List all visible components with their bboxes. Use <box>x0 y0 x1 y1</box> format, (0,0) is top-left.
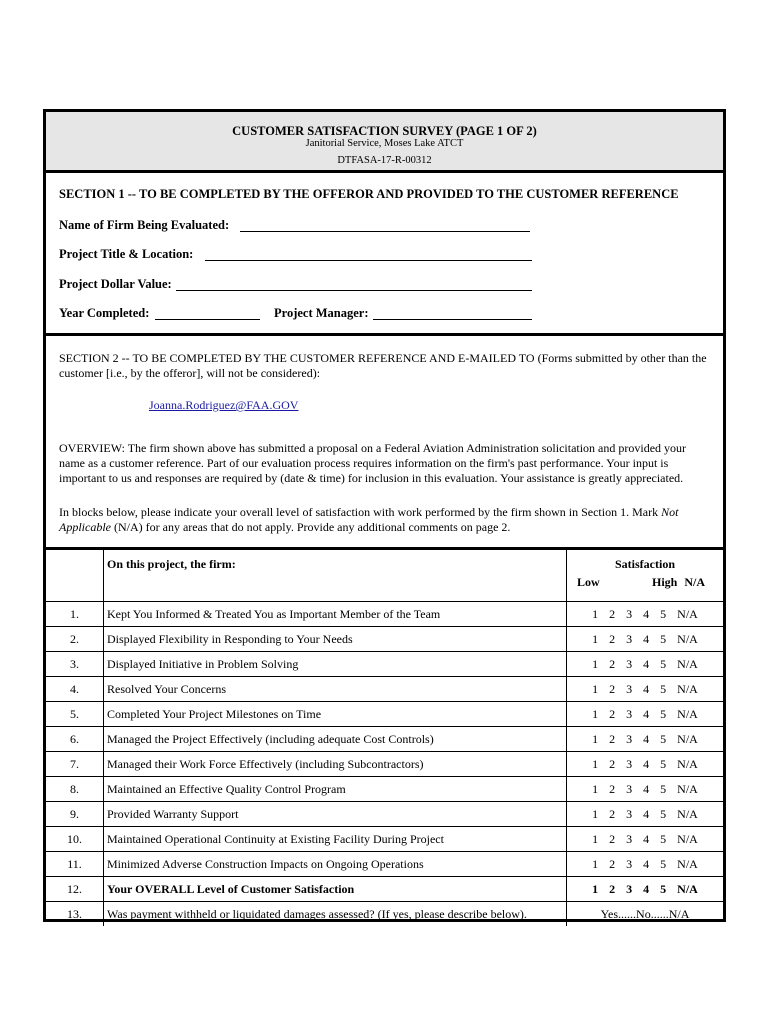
table-row <box>46 602 723 627</box>
form-title: CUSTOMER SATISFACTION SURVEY (PAGE 1 OF 2) <box>232 124 537 138</box>
row-criterion: Managed the Project Effectively (including adequate Cost Controls) <box>104 727 567 752</box>
row-rating-scale[interactable]: 1 2 3 4 5 N/A <box>567 852 724 877</box>
table-header-label: On this project, the firm: <box>104 550 567 602</box>
row-rating-scale[interactable]: 1 2 3 4 5 N/A <box>567 777 724 802</box>
instructions-text-a: In blocks below, please indicate your overall level of satisfaction with work performed by the firm shown in Section 1. Mark <box>59 505 662 519</box>
row-number: 5. <box>46 702 104 727</box>
table-row <box>46 652 723 677</box>
row-number: 9. <box>46 802 104 827</box>
contact-email-link[interactable]: Joanna.Rodriguez@FAA.GOV <box>149 398 299 412</box>
row-criterion: Displayed Flexibility in Responding to Your Needs <box>104 627 567 652</box>
firm-name-input[interactable] <box>240 231 530 232</box>
table-header-row <box>46 550 723 602</box>
row-rating-scale[interactable]: 1 2 3 4 5 N/A <box>567 602 724 627</box>
dollar-value-input[interactable] <box>176 290 532 291</box>
instructions-paragraph <box>59 505 713 535</box>
instructions-text-b: (N/A) for any areas that do not apply. Provide any additional comments on page 2. <box>110 520 511 534</box>
row-rating-scale[interactable]: 1 2 3 4 5 N/A <box>567 877 724 902</box>
section-2-intro: SECTION 2 -- TO BE COMPLETED BY THE CUSTOMER REFERENCE AND E-MAILED TO (Forms submitted by other than the customer [i.e., by the offeror], will not be considered): <box>59 351 707 380</box>
year-completed-label: Year Completed: <box>59 306 150 320</box>
table-row <box>46 727 723 752</box>
row-criterion: Maintained an Effective Quality Control Program <box>104 777 567 802</box>
section-1 <box>46 173 723 336</box>
table-row <box>46 702 723 727</box>
project-manager-input[interactable] <box>373 319 532 320</box>
firm-name-label: Name of Firm Being Evaluated: <box>59 218 230 232</box>
row-number: 12. <box>46 877 104 902</box>
row-rating-scale[interactable]: Yes......No......N/A <box>567 902 724 927</box>
row-criterion: Managed their Work Force Effectively (including Subcontractors) <box>104 752 567 777</box>
row-criterion: Your OVERALL Level of Customer Satisfaction <box>104 877 567 902</box>
table-row <box>46 627 723 652</box>
row-criterion: Kept You Informed & Treated You as Important Member of the Team <box>104 602 567 627</box>
row-rating-scale[interactable]: 1 2 3 4 5 N/A <box>567 752 724 777</box>
row-number: 1. <box>46 602 104 627</box>
row-number: 7. <box>46 752 104 777</box>
row-number: 3. <box>46 652 104 677</box>
satisfaction-header <box>567 550 724 602</box>
solicitation-number: DTFASA-17-R-00312 <box>337 155 432 166</box>
row-number: 10. <box>46 827 104 852</box>
row-number: 6. <box>46 727 104 752</box>
table-row <box>46 902 723 927</box>
row-number: 11. <box>46 852 104 877</box>
low-label: Low <box>577 575 600 589</box>
section-2 <box>46 336 723 550</box>
row-rating-scale[interactable]: 1 2 3 4 5 N/A <box>567 727 724 752</box>
row-number: 8. <box>46 777 104 802</box>
project-title-label: Project Title & Location: <box>59 247 194 261</box>
table-row <box>46 877 723 902</box>
row-criterion: Minimized Adverse Construction Impacts on Ongoing Operations <box>104 852 567 877</box>
row-criterion: Displayed Initiative in Problem Solving <box>104 652 567 677</box>
table-row <box>46 802 723 827</box>
row-criterion: Resolved Your Concerns <box>104 677 567 702</box>
project-title-input[interactable] <box>205 260 532 261</box>
row-rating-scale[interactable]: 1 2 3 4 5 N/A <box>567 827 724 852</box>
project-manager-label: Project Manager: <box>274 306 369 320</box>
row-criterion: Maintained Operational Continuity at Existing Facility During Project <box>104 827 567 852</box>
satisfaction-table <box>46 550 723 926</box>
satisfaction-label: Satisfaction <box>615 557 675 571</box>
form-subtitle: Janitorial Service, Moses Lake ATCT <box>305 138 464 149</box>
row-number: 2. <box>46 627 104 652</box>
row-rating-scale[interactable]: 1 2 3 4 5 N/A <box>567 652 724 677</box>
dollar-value-label: Project Dollar Value: <box>59 277 172 291</box>
table-row <box>46 827 723 852</box>
table-row <box>46 777 723 802</box>
row-number: 13. <box>46 902 104 927</box>
survey-form <box>43 109 726 922</box>
row-criterion: Provided Warranty Support <box>104 802 567 827</box>
row-rating-scale[interactable]: 1 2 3 4 5 N/A <box>567 702 724 727</box>
row-rating-scale[interactable]: 1 2 3 4 5 N/A <box>567 627 724 652</box>
instructions-not-applicable: Not Applicable <box>59 505 679 534</box>
row-rating-scale[interactable]: 1 2 3 4 5 N/A <box>567 677 724 702</box>
row-criterion: Completed Your Project Milestones on Time <box>104 702 567 727</box>
row-number: 4. <box>46 677 104 702</box>
row-criterion: Was payment withheld or liquidated damages assessed? (If yes, please describe below). <box>104 902 567 927</box>
table-row <box>46 677 723 702</box>
high-na-label: High N/A <box>651 575 705 589</box>
section-1-title: SECTION 1 -- TO BE COMPLETED BY THE OFFEROR AND PROVIDED TO THE CUSTOMER REFERENCE <box>59 187 679 201</box>
row-rating-scale[interactable]: 1 2 3 4 5 N/A <box>567 802 724 827</box>
year-completed-input[interactable] <box>155 319 260 320</box>
overview-paragraph: OVERVIEW: The firm shown above has submitted a proposal on a Federal Aviation Administration solicitation and provided your name as a customer reference. Part of our evaluation process requires information on the firm's past performance. Your input is important to us and responses are required by (date & time) for inclusion in this evaluation. Your assistance is greatly appreciated. <box>59 441 687 485</box>
form-header <box>46 112 723 173</box>
table-row <box>46 852 723 877</box>
table-row <box>46 752 723 777</box>
